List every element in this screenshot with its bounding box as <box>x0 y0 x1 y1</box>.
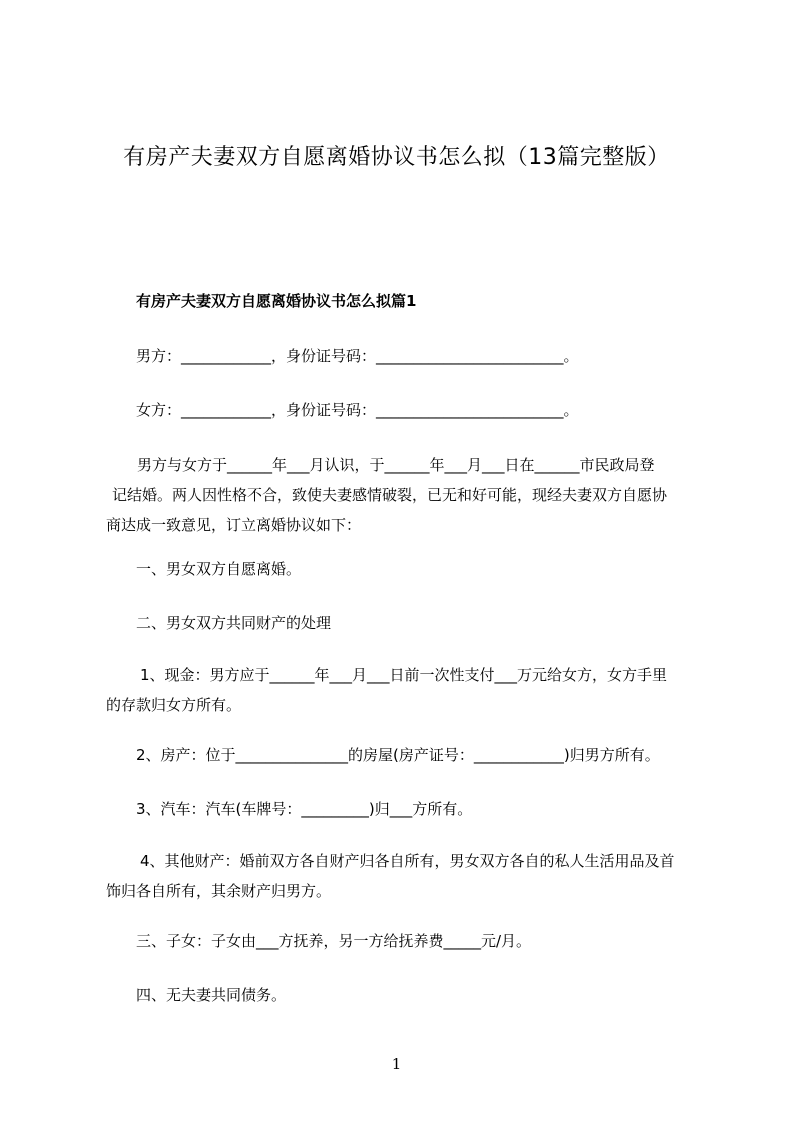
clause-4: 四、无夫妻共同债务。 <box>136 986 287 1004</box>
clause-2-2: 2、房产：位于_______________的房屋(房产证号：____________)归男方所有。 <box>136 746 660 764</box>
section-heading: 有房产夫妻双方自愿离婚协议书怎么拟篇1 <box>136 292 417 310</box>
page-number: 1 <box>391 1055 402 1073</box>
clause-2-3: 3、汽车：汽车(车牌号：_________)归___方所有。 <box>136 800 473 818</box>
female-party-line: 女方：____________，身份证号码：_________________________。 <box>136 401 579 419</box>
intro-line-2: 记结婚。两人因性格不合，致使夫妻感情破裂，已无和好可能，现经夫妻双方自愿协 <box>112 486 668 504</box>
clause-2: 二、男女双方共同财产的处理 <box>136 614 332 632</box>
clause-2-4 <box>106 846 716 906</box>
clause-2-1-line-2: 的存款归女方所有。 <box>106 696 242 714</box>
intro-line-1: 男方与女方于______年___月认识，于______年___月___日在______市民政局登 <box>122 456 655 474</box>
clause-3: 三、子女：子女由___方抚养，另一方给抚养费_____元/月。 <box>136 932 532 950</box>
document-title: 有房产夫妻双方自愿离婚协议书怎么拟（13篇完整版） <box>123 145 670 170</box>
intro-line-3: 商达成一致意见，订立离婚协议如下： <box>106 516 362 534</box>
intro-paragraph <box>106 450 716 540</box>
clause-2-1-line-1: 1、现金：男方应于______年___月___日前一次性支付___万元给女方，女方手里 <box>140 666 668 684</box>
male-party-line: 男方：____________，身份证号码：_________________________。 <box>136 347 579 365</box>
clause-2-1 <box>106 660 716 720</box>
clause-1: 一、男女双方自愿离婚。 <box>136 560 302 578</box>
clause-2-4-line-2: 饰归各自所有，其余财产归男方。 <box>106 882 332 900</box>
clause-2-4-line-1: 4、其他财产：婚前双方各自财产归各自所有，男女双方各自的私人生活用品及首 <box>140 852 675 870</box>
